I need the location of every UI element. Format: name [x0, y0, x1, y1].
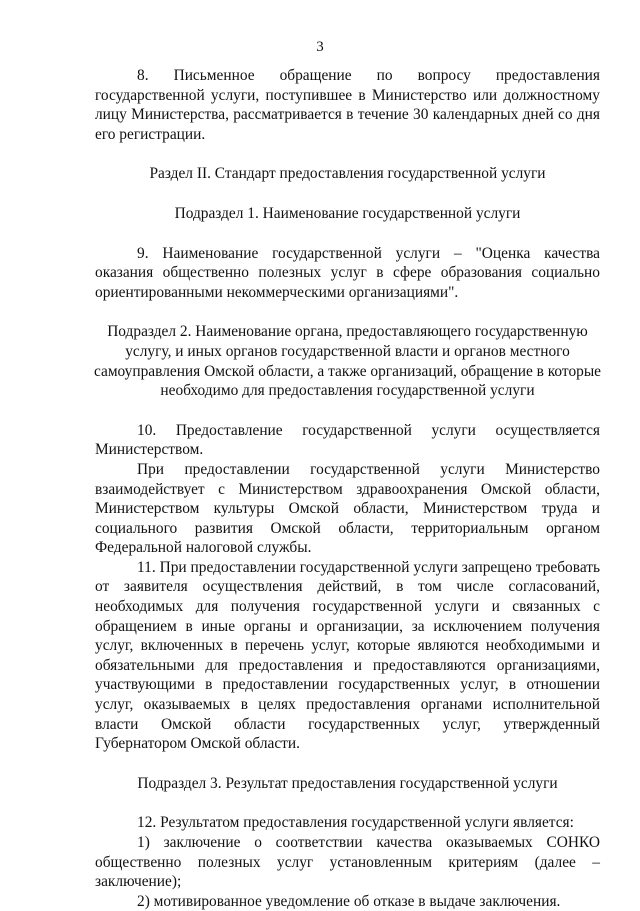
- section-2-title: Раздел II. Стандарт предоставления государственной услуги: [149, 165, 546, 183]
- subsection-1-title: Подраздел 1. Наименование государственной услуги: [174, 204, 521, 222]
- paragraph-10: 10. Предоставление государственной услуги осуществляется Министерством.: [95, 421, 600, 459]
- paragraph-11: 11. При предоставлении государственной услуги запрещено требовать от заявителя осуществления действий, в том числе согласований, необходимых для получения государственной услуги и связанных с обращением в иные органы и организации, за исключением получения услуг, включенных в перечень услуг, которые являются необходимыми и обязательными для предоставления и предоставляются организациями, участвующими в предоставлении государственных услуг, в отношении услуг, оказываемых в целях предоставления органами исполнительной власти Омской области государственных услуг, утвержденный Губернатором Омской области.: [95, 558, 600, 753]
- paragraph-12-item-1: 1) заключение о соответствии качества оказываемых СОНКО общественно полезных услуг установленным критериям (далее – заключение);: [95, 834, 600, 891]
- paragraph-8: 8. Письменное обращение по вопросу предоставления государственной услуги, поступившее в Министерство или должностному лицу Министерства, рассматривается в течение 30 календарных дней со дня его регистрации.: [95, 67, 600, 143]
- paragraph-9: 9. Наименование государственной услуги – "Оценка качества оказания общественно полезных услуг в сфере образования социально ориентированными некоммерческими организациями".: [95, 244, 600, 301]
- document-body: [95, 66, 600, 911]
- page-number: 3: [316, 39, 324, 55]
- subsection-2-title: Подраздел 2. Наименование органа, предоставляющего государственную услугу, и иных органов государственной власти и органов местного самоуправления Омской области, а также организаций, обращение в которые необходимо для предоставления государственной услуги: [93, 323, 602, 400]
- subsection-3-title: Подраздел 3. Результат предоставления государственной услуги: [137, 774, 558, 792]
- paragraph-12: 12. Результатом предоставления государственной услуги является:: [137, 814, 574, 832]
- paragraph-10-interaction: При предоставлении государственной услуги Министерство взаимодействует с Министерством здравоохранения Омской области, Министерством культуры Омской области, Министерством труда и социального развития Омской области, территориальным органом Федеральной налоговой службы.: [95, 460, 600, 557]
- paragraph-12-item-2: 2) мотивированное уведомление об отказе в выдаче заключения.: [137, 892, 561, 910]
